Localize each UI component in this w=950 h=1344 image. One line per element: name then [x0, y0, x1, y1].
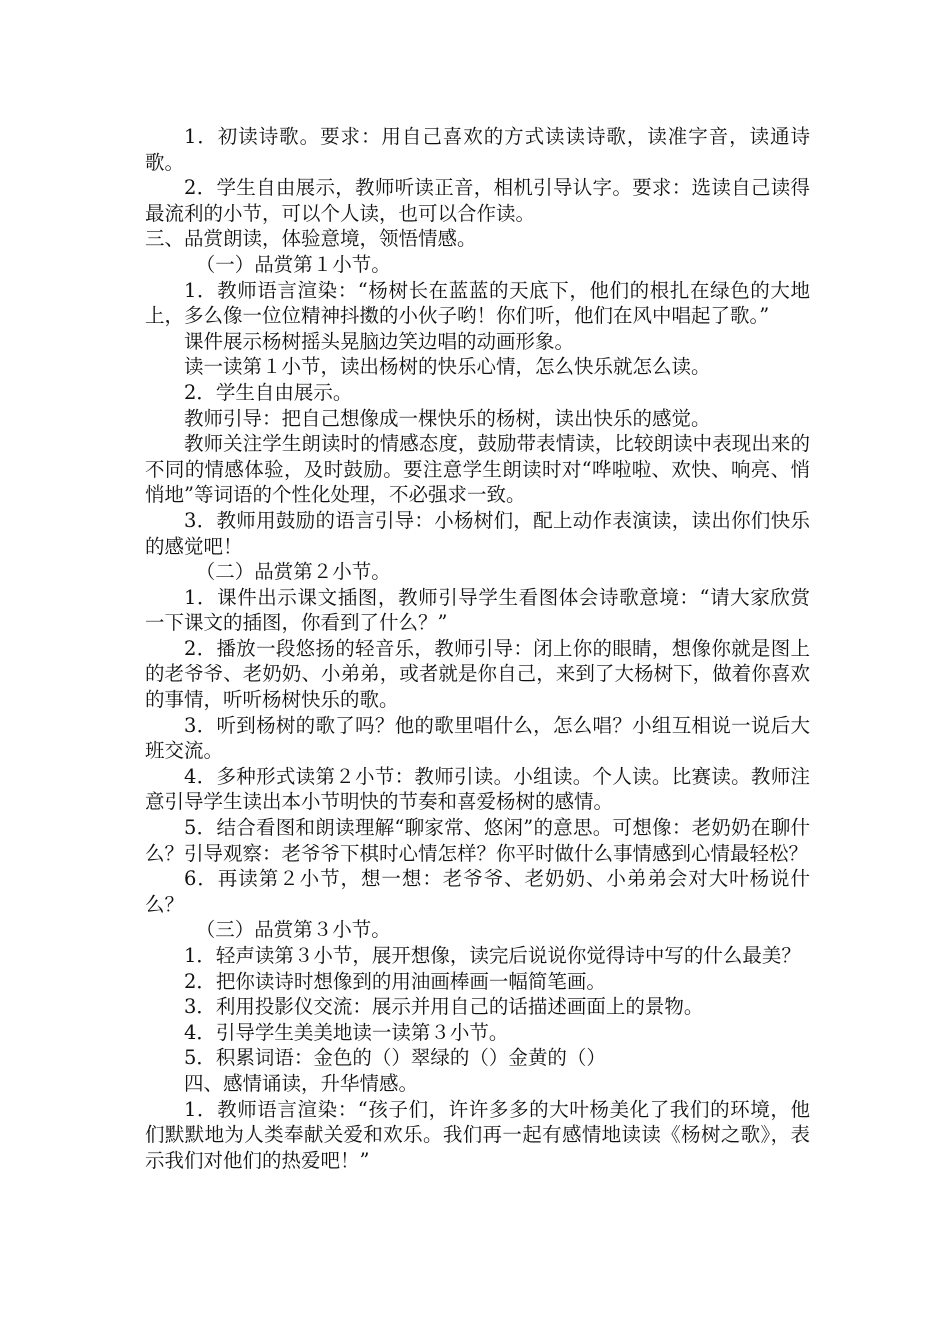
paragraph: 6．再读第２小节，想一想：老爷爷、老奶奶、小弟弟会对大叶杨说什么？	[145, 867, 810, 916]
subsection-heading: （一）品赏第１小节。	[195, 252, 391, 276]
paragraph: 1．课件出示课文插图，教师引导学生看图体会诗歌意境：“请大家欣赏一下课文的插图，你看到了什么？”	[145, 585, 810, 635]
section-heading: 三、品赏朗读，体验意境，领悟情感。	[145, 227, 477, 251]
paragraph: 1．教师语言渲染：“杨树长在蓝蓝的天底下，他们的根扎在绿色的大地上，多么像一位位精神抖擞的小伙子哟！你们听，他们在风中唱起了歌。”	[145, 278, 810, 328]
paragraph: 3．教师用鼓励的语言引导：小杨树们，配上动作表演读，读出你们快乐的感觉吧！	[145, 508, 810, 558]
paragraph: 5．结合看图和朗读理解“聊家常、悠闲”的意思。可想像：老奶奶在聊什么？引导观察：老爷爷下棋时心情怎样？你平时做什么事情感到心情最轻松？	[145, 816, 810, 865]
paragraph: 2．把你读诗时想像到的用油画棒画一幅简笔画。	[184, 969, 606, 993]
paragraph: 1．轻声读第３小节，展开想像，读完后说说你觉得诗中写的什么最美？	[184, 944, 801, 967]
paragraph: 1．教师语言渲染：“孩子们，许许多多的大叶杨美化了我们的环境，他们默默地为人类奉献关爱和欢乐。我们再一起有感情地读读《杨树之歌》，表示我们对他们的热爱吧！”	[145, 1097, 810, 1172]
paragraph: 3．听到杨树的歌了吗？他的歌里唱什么，怎么唱？小组互相说一说后大班交流。	[145, 713, 810, 763]
paragraph: 教师关注学生朗读时的情感态度，鼓励带表情读，比较朗读中表现出来的不同的情感体验，及时鼓励。要注意学生朗读时对“哗啦啦、欢快、响亮、悄悄地”等词语的个性化处理，不必强求一致。	[145, 432, 810, 507]
paragraph: 2．学生自由展示，教师听读正音，相机引导认字。要求：选读自己读得最流利的小节，可以个人读，也可以合作读。	[145, 176, 810, 225]
paragraph: 教师引导：把自己想像成一棵快乐的杨树，读出快乐的感觉。	[184, 406, 711, 430]
subsection-heading: （二）品赏第２小节。	[195, 560, 391, 584]
subsection-heading: （三）品赏第３小节。	[195, 918, 391, 942]
paragraph: 读一读第１小节，读出杨树的快乐心情，怎么快乐就怎么读。	[184, 355, 711, 379]
paragraph: 2．学生自由展示。	[184, 380, 353, 404]
paragraph: 课件展示杨树摇头晃脑边笑边唱的动画形象。	[184, 329, 575, 353]
section-heading: 四、感情诵读，升华情感。	[184, 1071, 419, 1095]
paragraph: 5．积累词语：金色的（）翠绿的（）金黄的（）	[184, 1046, 606, 1070]
paragraph: 4．多种形式读第２小节：教师引读。小组读。个人读。比赛读。教师注意引导学生读出本小节明快的节奏和喜爱杨树的感情。	[145, 764, 810, 814]
paragraph: 3．利用投影仪交流：展示并用自己的话描述画面上的景物。	[184, 995, 704, 1019]
paragraph: 2．播放一段悠扬的轻音乐，教师引导：闭上你的眼睛，想像你就是图上的老爷爷、老奶奶、小弟弟，或者就是你自己，来到了大杨树下，做着你喜欢的事情，听听杨树快乐的歌。	[145, 636, 810, 712]
document-page	[145, 124, 810, 1173]
paragraph: 1．初读诗歌。要求：用自己喜欢的方式读读诗歌，读准字音，读通诗歌。	[145, 125, 810, 174]
paragraph: 4．引导学生美美地读一读第３小节。	[184, 1020, 509, 1044]
